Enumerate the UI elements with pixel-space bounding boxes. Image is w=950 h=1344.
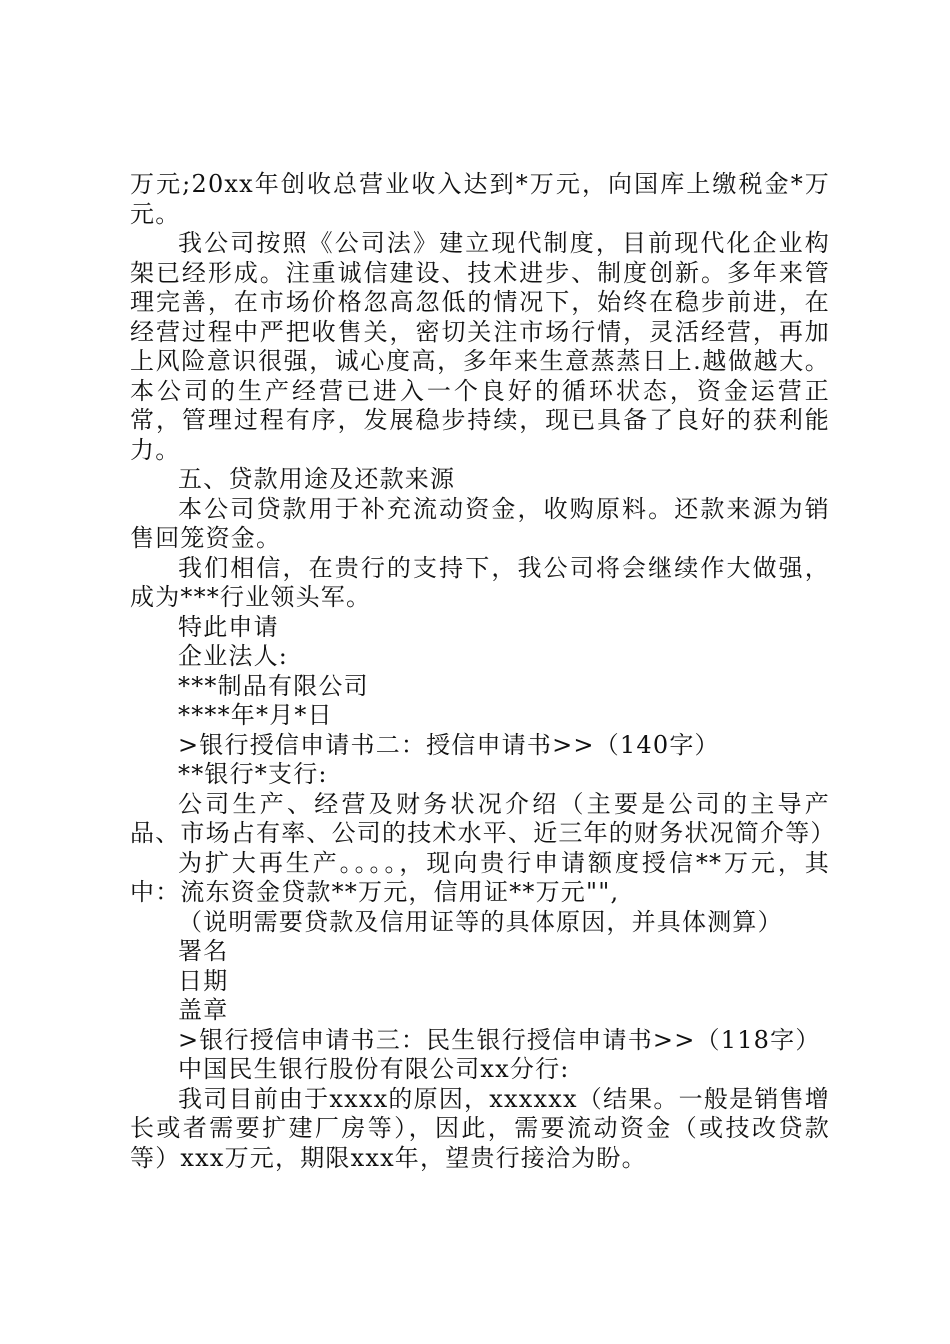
section-heading-application-two: >银行授信申请书二：授信申请书>>（140字） xyxy=(178,730,720,759)
paragraph-signature: 署名 xyxy=(178,937,229,965)
paragraph-company-management: 我公司按照《公司法》建立现代制度，目前现代化企业构架已经形成。注重诚信建设、技术进步、制度创新。多年来管理完善，在市场价格忽高忽低的情况下，始终在稳步前进，在经营过程中严把收售关，密切关注市场行情，灵活经营，再加上风险意识很强，诚心度高，多年来生意蒸蒸日上.越做越大。本公司的生产经营已进入一个良好的循环状态，资金运营正常，管理过程有序，发展稳步持续，现已具备了良好的获利能力。 xyxy=(130,229,830,464)
paragraph-seal: 盖章 xyxy=(178,996,229,1024)
paragraph-explanation-note: （说明需要贷款及信用证等的具体原因，并具体测算） xyxy=(178,907,783,936)
paragraph-closing-statement: 我们相信，在贵行的支持下，我公司将会继续作大做强，成为***行业领头军。 xyxy=(130,553,830,611)
paragraph-funding-request: 我司目前由于xxxx的原因，xxxxxx（结果。一般是销售增长或者需要扩建厂房等），因此，需要流动资金（或技改贷款等）xxx万元，期限xxx年，望贵行接洽为盼。 xyxy=(130,1084,830,1172)
paragraph-loan-purpose: 本公司贷款用于补充流动资金，收购原料。还款来源为销售回笼资金。 xyxy=(130,494,830,552)
paragraph-minsheng-branch: 中国民生银行股份有限公司xx分行: xyxy=(178,1055,570,1083)
paragraph-company-overview: 公司生产、经营及财务状况介绍（主要是公司的主导产品、市场占有率、公司的技术水平、近三年的财务状况简介等） xyxy=(130,789,836,847)
paragraph-credit-request: 为扩大再生产。。。。，现向贵行申请额度授信**万元，其中：流东资金贷款**万元，信用证**万元"", xyxy=(130,848,830,906)
paragraph-special-request: 特此申请 xyxy=(178,612,279,641)
section-heading-application-three: >银行授信申请书三：民生银行授信申请书>>（118字） xyxy=(178,1025,821,1054)
section-heading-loan-purpose: 五、贷款用途及还款来源 xyxy=(178,465,456,493)
paragraph-legal-person: 企业法人: xyxy=(178,642,289,670)
paragraph-revenue-continuation: 万元;20xx年创收总营业收入达到*万元，向国库上缴税金*万元。 xyxy=(130,170,830,228)
document-body xyxy=(130,170,836,1173)
paragraph-date-placeholder: ****年*月*日 xyxy=(178,701,333,729)
paragraph-bank-branch: **银行*支行: xyxy=(178,760,328,788)
paragraph-date: 日期 xyxy=(178,966,229,995)
paragraph-company-name: ***制品有限公司 xyxy=(178,671,369,700)
